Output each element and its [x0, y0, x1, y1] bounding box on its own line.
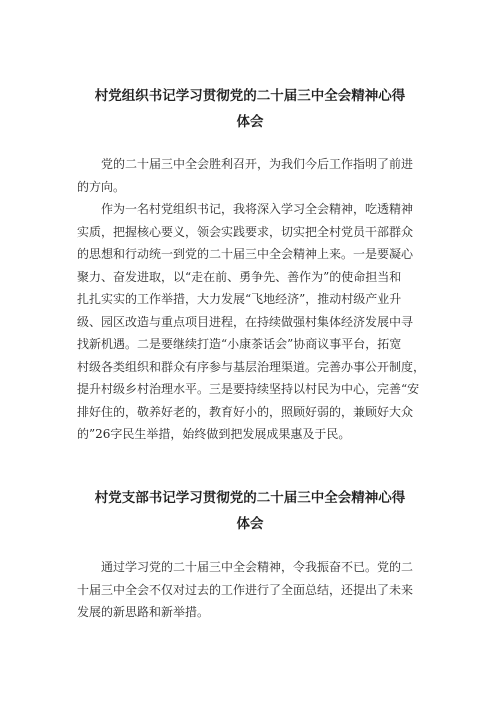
article-2-paragraph-1 — [77, 556, 423, 624]
paragraph-line: 的思想和行动统一到党的二十届三中全会精神上来。一是要凝心 — [77, 247, 414, 261]
article-2-title-line-2: 体会 — [236, 516, 264, 532]
article-1-title — [80, 83, 420, 135]
paragraph-line: 十届三中全会不仅对过去的工作进行了全面总结，还提出了未来 — [77, 582, 414, 597]
article-1-paragraph-1 — [77, 153, 423, 198]
paragraph-line: 发展的新思路和新举措。 — [77, 605, 210, 619]
paragraph-line: 的”26字民生举措，始终做到把发展成果惠及于民。 — [77, 427, 351, 441]
article-1-title-line-2: 体会 — [236, 114, 264, 130]
paragraph-line: 找新机遇。二是要继续打造“小康茶话会”协商议事平台，拓宽 — [77, 337, 402, 351]
paragraph-line: 提升村级乡村治理水平。三是要持续坚持以村民为中心，完善“安 — [77, 382, 420, 396]
paragraph-line: 的方向。 — [77, 179, 126, 194]
paragraph-line: 聚力、奋发进取，以“走在前、勇争先、善作为”的使命担当和 — [77, 269, 402, 284]
paragraph-line: 通过学习党的二十届三中全会精神，令我振奋不已。党的二 — [101, 560, 414, 574]
paragraph-line: 级、园区改造与重点项目进程，在持续做强村集体经济发展中寻 — [77, 314, 414, 329]
article-1-title-line-1: 村党组织书记学习贯彻党的二十届三中全会精神心得 — [94, 88, 406, 104]
article-2-title-line-1: 村党支部书记学习贯彻党的二十届三中全会精神心得 — [94, 490, 406, 506]
paragraph-line: 作为一名村党组织书记，我将深入学习全会精神，吃透精神 — [101, 202, 414, 216]
paragraph-line: 党的二十届三中全会胜利召开，为我们今后工作指明了前进 — [101, 157, 414, 171]
article-2-title — [80, 485, 420, 537]
paragraph-line: 扎扎实实的工作举措，大力发展“飞地经济”，推动村级产业升 — [77, 292, 402, 306]
paragraph-line: 实质，把握核心要义，领会实践要求，切实把全村党员干部群众 — [77, 224, 414, 239]
article-1-paragraph-2 — [77, 198, 426, 446]
paragraph-line: 村级各类组织和群众有序参与基层治理渠道。完善办事公开制度， — [77, 359, 426, 374]
paragraph-line: 排好住的，敬养好老的，教育好小的，照顾好弱的，兼顾好大众 — [77, 404, 414, 419]
